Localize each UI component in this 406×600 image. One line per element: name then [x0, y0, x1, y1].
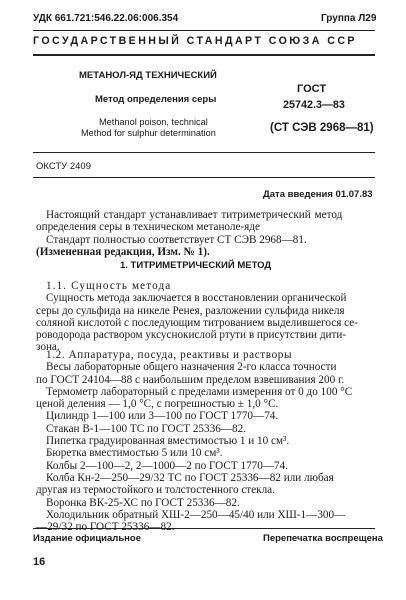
gost-label: ГОСТ — [297, 83, 327, 95]
section-heading: 1.2. Аппаратура, посуда, реактивы и растворы — [46, 349, 293, 361]
body-line: Колбы 2—100—2, 2—1000—2 по ГОСТ 1770—74. — [46, 459, 289, 472]
udk-code: УДК 661.721:546.22.06:006.354 — [33, 13, 179, 24]
document-subtitle: Метод определения серы — [95, 94, 217, 105]
body-line: Колба Кн-2—250—29/32 ТС по ГОСТ 25336—82 или любая — [46, 471, 334, 484]
state-standard-banner: ГОСУДАРСТВЕННЫЙ СТАНДАРТ СОЮЗА ССР — [33, 35, 357, 47]
body-line: Термометр лабораторный с пределами измерения от 0 до 100 °С — [46, 385, 353, 398]
intro-line: определения серы в техническом метаноле-яде — [36, 221, 260, 234]
body-line: Воронка ВК-25-ХС по ГОСТ 25336—82. — [46, 496, 240, 509]
body-line: Весы лабораторные общего назначения 2-го класса точности — [46, 361, 337, 374]
section-title: 1. ТИТРИМЕТРИЧЕСКИЙ МЕТОД — [120, 260, 272, 271]
page-number: 16 — [33, 556, 46, 568]
st-sev-reference: (СТ СЭВ 2968—81) — [270, 122, 374, 134]
subtitle-english: Method for sulphur determination — [81, 128, 216, 138]
body-line: зона. — [36, 341, 60, 354]
intro-line: Настоящий стандарт устанавливает титриметрический метод — [46, 209, 343, 221]
title-english: Methanol poison, technical — [99, 117, 208, 127]
intro-line: Стандарт полностью соответствует СТ СЭВ 2968—81. — [46, 233, 307, 246]
body-line: серы до сульфида на никеле Ренея, разложении сульфида никеля — [36, 304, 345, 317]
reprint-prohibited-label: Перепечатка воспрещена — [263, 533, 383, 544]
body-line: другая из термостойкого и толстостенного стекла. — [36, 484, 275, 497]
document-title: МЕТАНОЛ-ЯД ТЕХНИЧЕСКИЙ — [79, 70, 217, 81]
body-line: Бюретка вместимостью 5 или 10 см³. — [46, 447, 223, 460]
intro-amendment: (Измененная редакция, Изм. № 1). — [36, 245, 210, 258]
body-line: ценой деления — 1,0 °С, с погрешностью ± 1,0 °С. — [36, 398, 279, 411]
body-line: —29/32 по ГОСТ 25336—82. — [36, 521, 175, 534]
intro-paragraph — [36, 209, 376, 258]
introduction-date: Дата введения 01.07.83 — [263, 189, 373, 200]
body-line: Пипетка градуированная вместимостью 1 и 10 см³. — [46, 435, 290, 448]
header-rule-bottom — [33, 54, 375, 56]
section-1-2 — [36, 349, 376, 533]
gost-number: 25742.3—83 — [283, 99, 345, 111]
okstu-rule — [33, 177, 375, 178]
body-line: роводорода раствором уксуснокислой ртути в присутствии дити- — [36, 329, 347, 342]
body-line: Цилиндр 1—100 или 3—100 по ГОСТ 1770—74. — [46, 410, 279, 423]
footer-rule — [33, 528, 375, 529]
body-line: по ГОСТ 24104—88 с наибольшим пределом взвешивания 200 г. — [36, 373, 345, 386]
title-rule — [33, 152, 375, 153]
section-heading: 1.1. Сущность метода — [46, 280, 172, 292]
body-line: Стакан В-1—100 ТС по ГОСТ 25336—82. — [46, 422, 246, 435]
body-line: соляной кислотой с последующим титрованием выделившегося се- — [36, 316, 358, 329]
header-rule-top — [33, 30, 375, 31]
group-code: Группа Л29 — [321, 13, 377, 24]
body-line: Сущность метода заключается в восстановлении органической — [46, 292, 347, 305]
body-line: Холодильник обратный ХШ-2—250—45/40 или ХШ-1—300— — [46, 508, 346, 521]
okstu-code: ОКСТУ 2409 — [36, 161, 91, 172]
section-1-1 — [36, 280, 376, 354]
official-edition-label: Издание официальное — [33, 533, 141, 544]
